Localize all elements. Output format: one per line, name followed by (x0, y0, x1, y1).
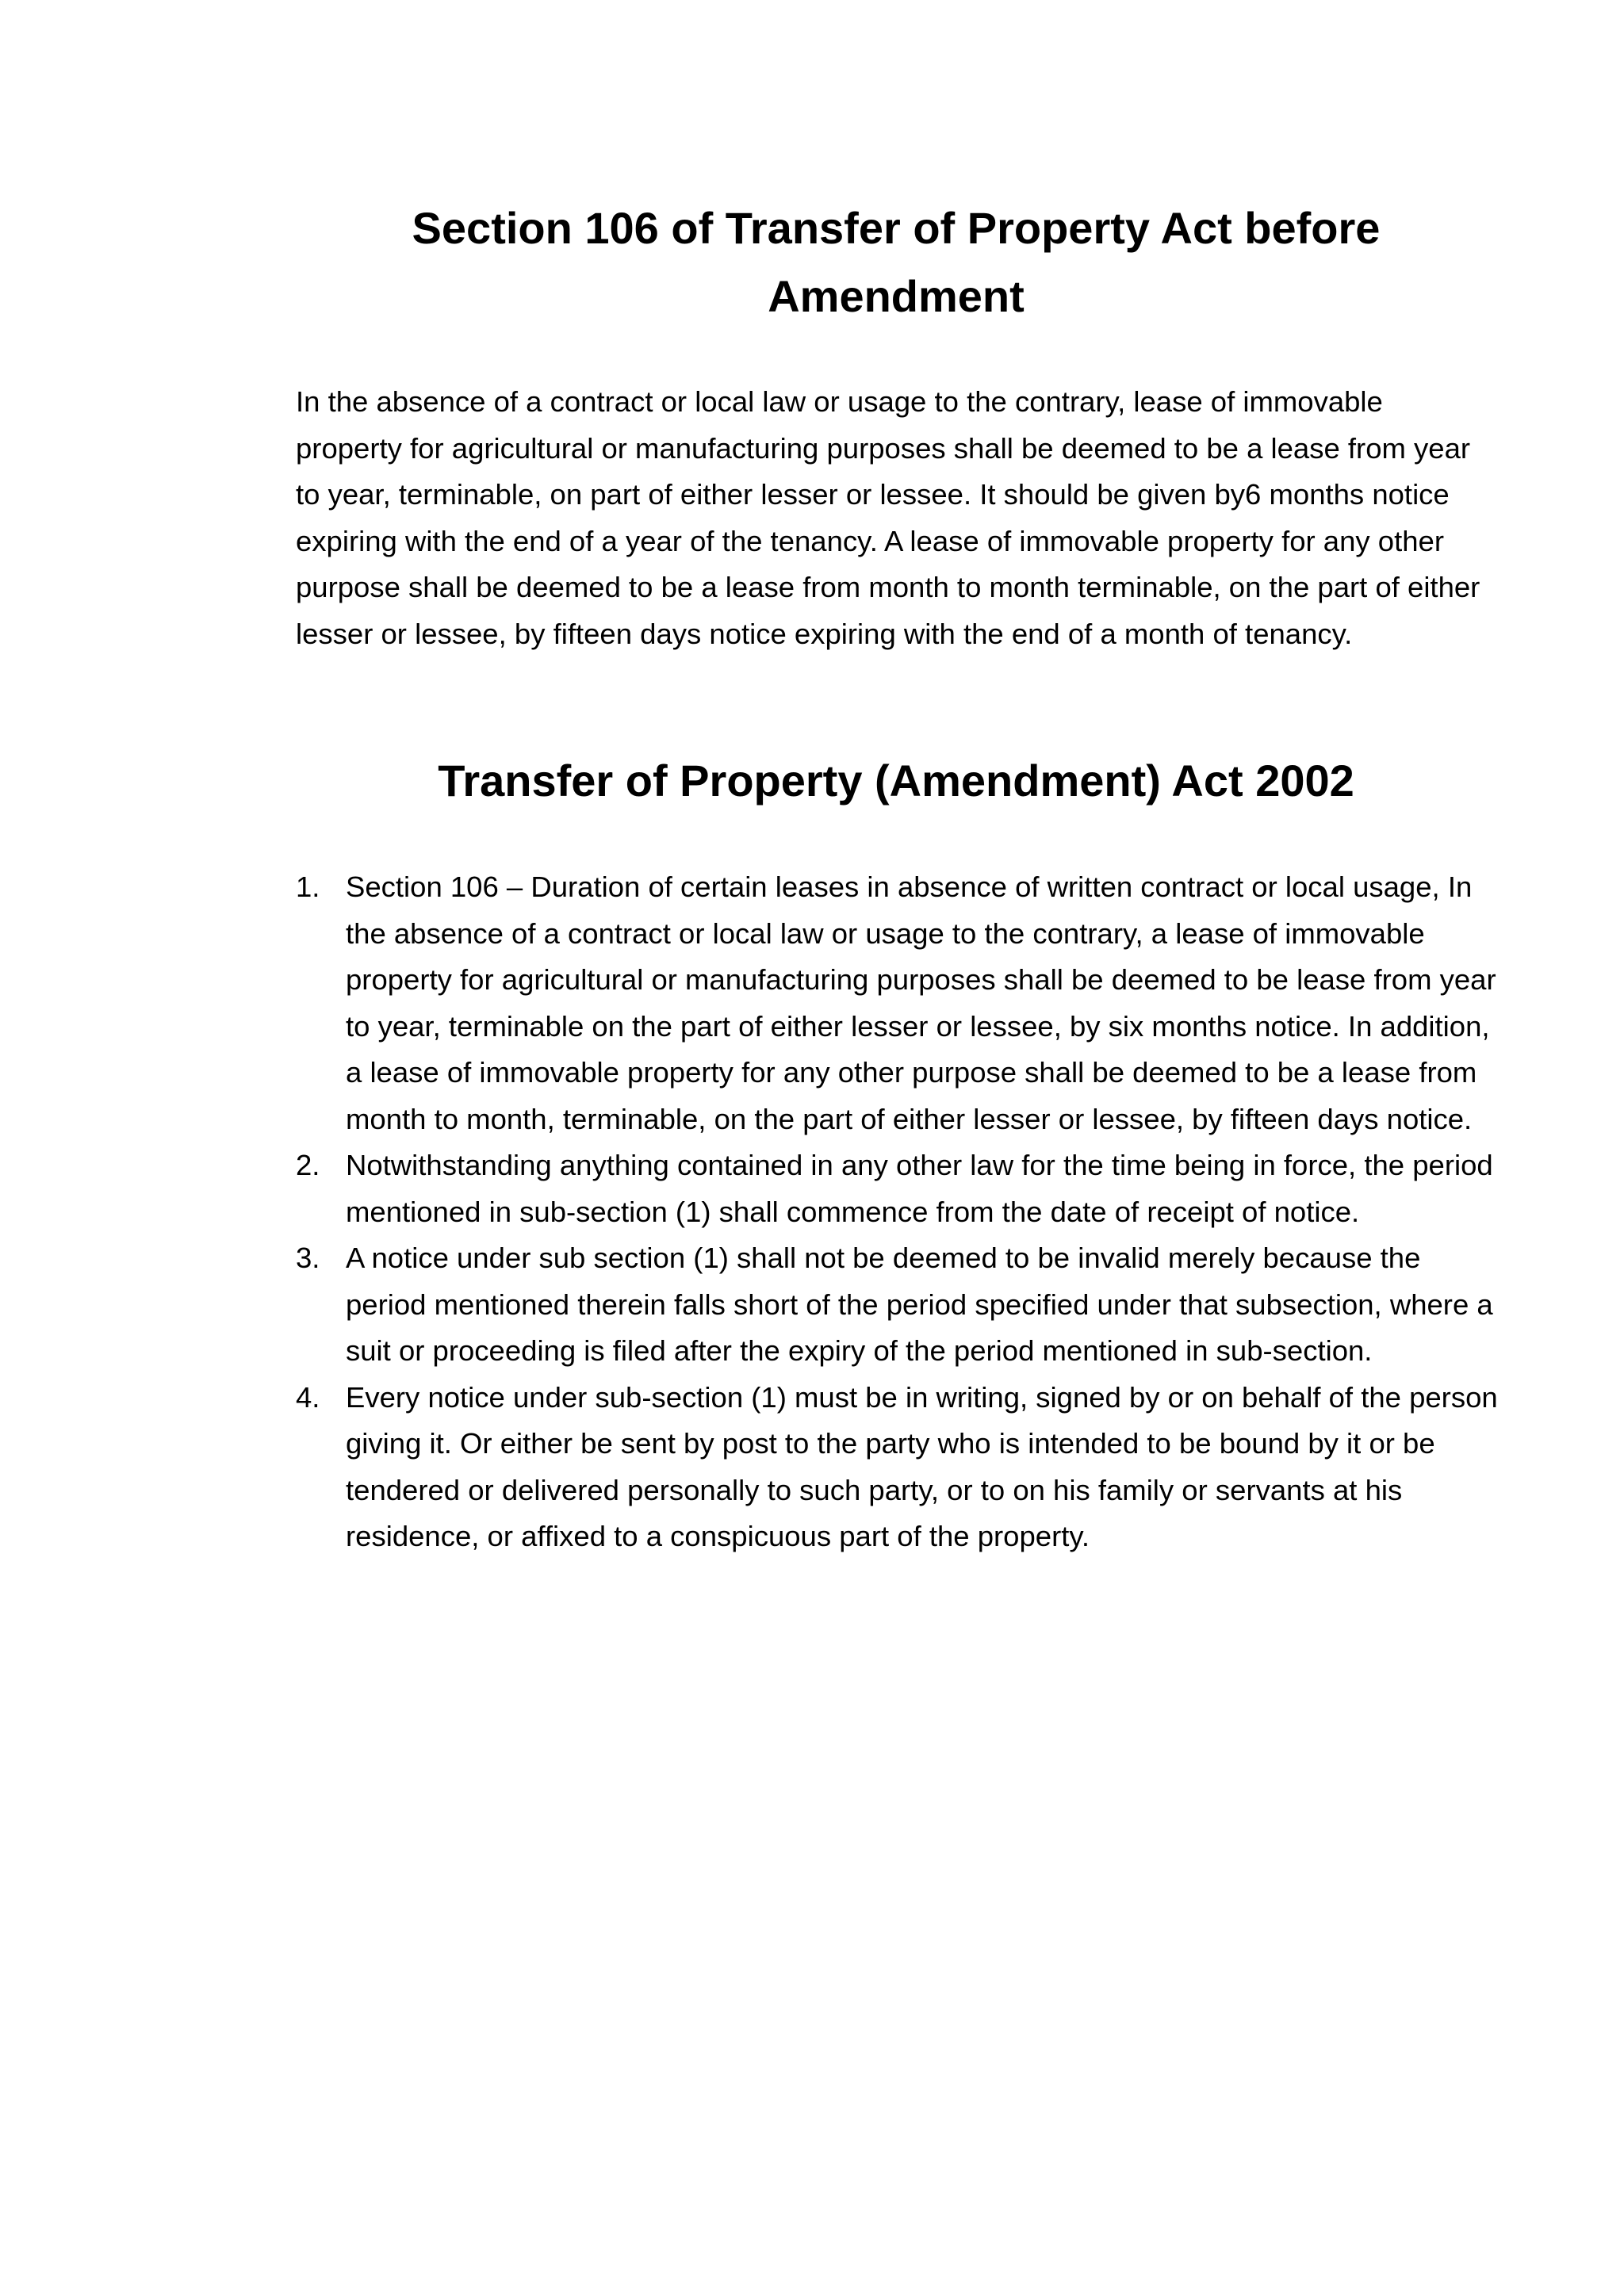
list-item (296, 1235, 1501, 1375)
list-item-number: 4. (296, 1380, 320, 1414)
list-item-text: Every notice under sub-section (1) must be in writing, signed by or on behalf of the person giving it. Or either be sent by post to the party who is intended to be bound by it or be tendered or delivered personally to such party, or to on his family or servants at his residence, or affixed to a conspicuous part of the property. (346, 1380, 1498, 1552)
list-item-text: Section 106 – Duration of certain leases in absence of written contract or local usage, In the absence of a contract or local law or usage to the contrary, a lease of immovable property for agricultural or manufacturing purposes shall be deemed to be lease from year to year, terminable on the part of either lesser or lessee, by six months notice. In addition, a lease of immovable property for any other purpose shall be deemed to be a lease from month to month, terminable, on the part of either lesser or lessee, by fifteen days notice. (346, 871, 1496, 1135)
list-item-text: Notwithstanding anything contained in any other law for the time being in force, the period mentioned in sub-section (1) shall commence from the date of receipt of notice. (346, 1149, 1493, 1228)
section-heading: Transfer of Property (Amendment) Act 2002 (438, 756, 1354, 806)
page-title: Section 106 of Transfer of Property Act before Amendment (412, 203, 1381, 321)
list-item-number: 1. (296, 871, 320, 903)
intro-paragraph: In the absence of a contract or local law or usage to the contrary, lease of immovable property for agricultural or manufacturing purposes shall be deemed to be a lease from year to year, terminable, on part of either lesser or lessee. It should be given by6 months notice expiring with the end of a year of the tenancy. A lease of immovable property for any other purpose shall be deemed to be a lease from month to month terminable, on the part of either lesser or lessee, by fifteen days notice expiring with the end of a month of tenancy. (296, 385, 1480, 650)
list-item (296, 1142, 1501, 1235)
numbered-list (296, 864, 1501, 1560)
list-item-number: 2. (296, 1149, 320, 1181)
list-item-number: 3. (296, 1242, 320, 1274)
list-item-text: A notice under sub section (1) shall not be deemed to be invalid merely because the period mentioned therein falls short of the period specified under that subsection, where a suit or proceeding is filed after the expiry of the period mentioned in sub-section. (346, 1242, 1493, 1367)
list-item (296, 864, 1501, 1142)
list-item (296, 1375, 1501, 1560)
